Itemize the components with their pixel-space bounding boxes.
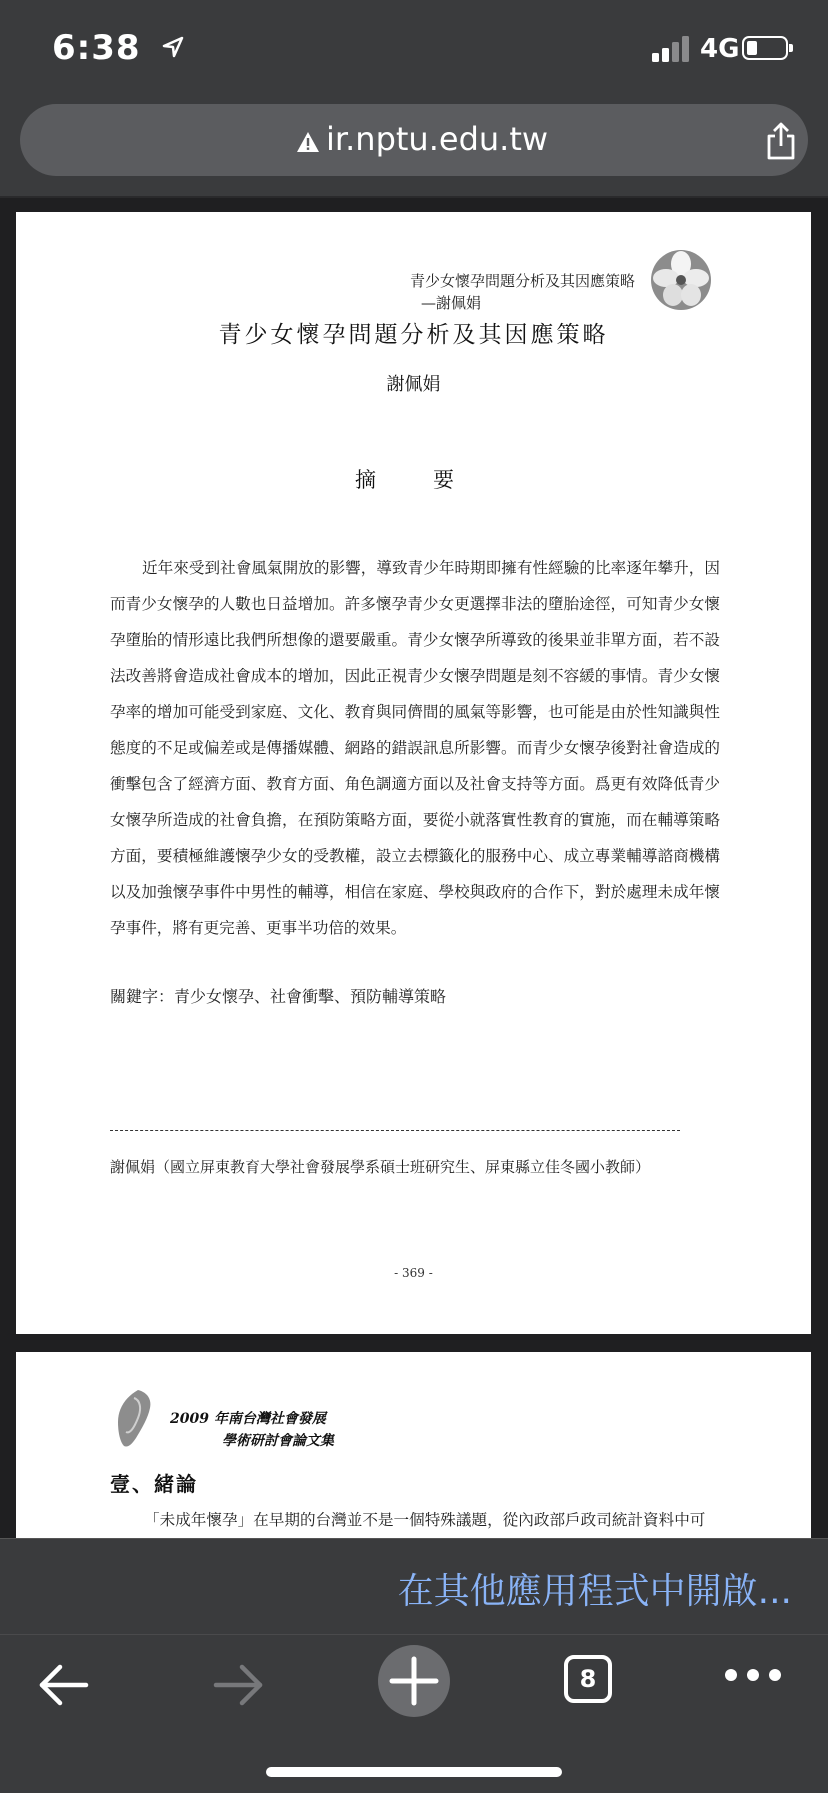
open-in-other-app-button[interactable]: 在其他應用程式中開啟...	[397, 1571, 792, 1612]
url-bar[interactable]	[20, 104, 808, 176]
pdf-viewer[interactable]	[0, 198, 828, 1538]
forward-arrow-icon[interactable]	[210, 1657, 266, 1713]
home-indicator[interactable]	[266, 1767, 562, 1777]
section-heading: 壹、緒論	[110, 1472, 198, 1496]
conference-header-line2: 學術研討會論文集	[222, 1433, 334, 1449]
back-arrow-icon[interactable]	[36, 1657, 92, 1713]
abstract-heading: 摘 要	[355, 468, 472, 492]
page-number: - 369 -	[394, 1266, 433, 1280]
footnote-divider	[110, 1130, 680, 1131]
warning-icon	[296, 131, 320, 153]
pdf-page-1	[16, 212, 811, 1334]
pdf-page-2	[16, 1352, 811, 1538]
flower-logo-icon	[649, 248, 713, 312]
cellular-signal-icon	[652, 36, 692, 62]
battery-icon	[742, 36, 788, 60]
new-tab-button[interactable]	[378, 1645, 450, 1717]
conference-header-line1: 2009 年南台灣社會發展	[170, 1411, 326, 1427]
network-type: 4G	[700, 34, 740, 64]
keywords: 關鍵字：青少女懷孕、社會衝擊、預防輔導策略	[110, 987, 447, 1006]
open-in-bar	[0, 1538, 828, 1635]
share-icon[interactable]	[764, 122, 798, 160]
author-affiliation: 謝佩娟（國立屏東教育大學社會發展學系碩士班研究生、屏東縣立佳冬國小教師）	[110, 1158, 651, 1176]
taiwan-map-logo-icon	[112, 1388, 156, 1450]
bottom-toolbar	[0, 1634, 828, 1793]
plus-icon	[378, 1645, 450, 1717]
abstract-text: 近年來受到社會風氣開放的影響，導致青少年時期即擁有性經驗的比率逐年攀升，因而青少女懷孕的人數也日益增加。許多懷孕青少女更選擇非法的墮胎途徑，可知青少女懷孕墮胎的情形遠比我們所想像的還要嚴重。青少女懷孕所導致的後果並非單方面，若不設法改善將會造成社會成本的增加，因此正視青少女懷孕問題是刻不容緩的事情。青少女懷孕率的增加可能受到家庭、文化、教育與同儕間的風氣等影響，也可能是由於性知識與性態度的不足或偏差或是傳播媒體、網路的錯誤訊息所影響。而青少女懷孕後對社會造成的衝擊包含了經濟方面、教育方面、角色調適方面以及社會支持等方面。爲更有效降低青少女懷孕所造成的社會負擔，在預防策略方面，要從小就落實性教育的實施，而在輔導策略方面，要積極維護懷孕少女的受教權，設立去標籤化的服務中心、成立專業輔導諮商機構以及加強懷孕事件中男性的輔導，相信在家庭、學校與政府的合作下，對於處理未成年懷孕事件，將有更完善、更事半功倍的效果。	[110, 559, 720, 937]
browser-header	[0, 100, 828, 198]
more-options-icon[interactable]	[722, 1665, 784, 1685]
running-header-title: 青少女懷孕問題分析及其因應策略	[409, 272, 635, 290]
url-text: ir.nptu.edu.tw	[326, 120, 549, 158]
running-header-author: —謝佩娟	[420, 294, 481, 312]
status-time: 6:38	[52, 28, 141, 68]
location-arrow-icon	[162, 36, 184, 58]
intro-paragraph: 「未成年懷孕」在早期的台灣並不是一個特殊議題，從內政部戶政司統計資料中可	[144, 1511, 706, 1529]
tab-switcher-button[interactable]: 8	[564, 1655, 612, 1703]
document-title: 青少女懷孕問題分析及其因應策略	[218, 322, 609, 348]
status-bar	[0, 0, 828, 100]
document-author: 謝佩娟	[386, 374, 441, 395]
